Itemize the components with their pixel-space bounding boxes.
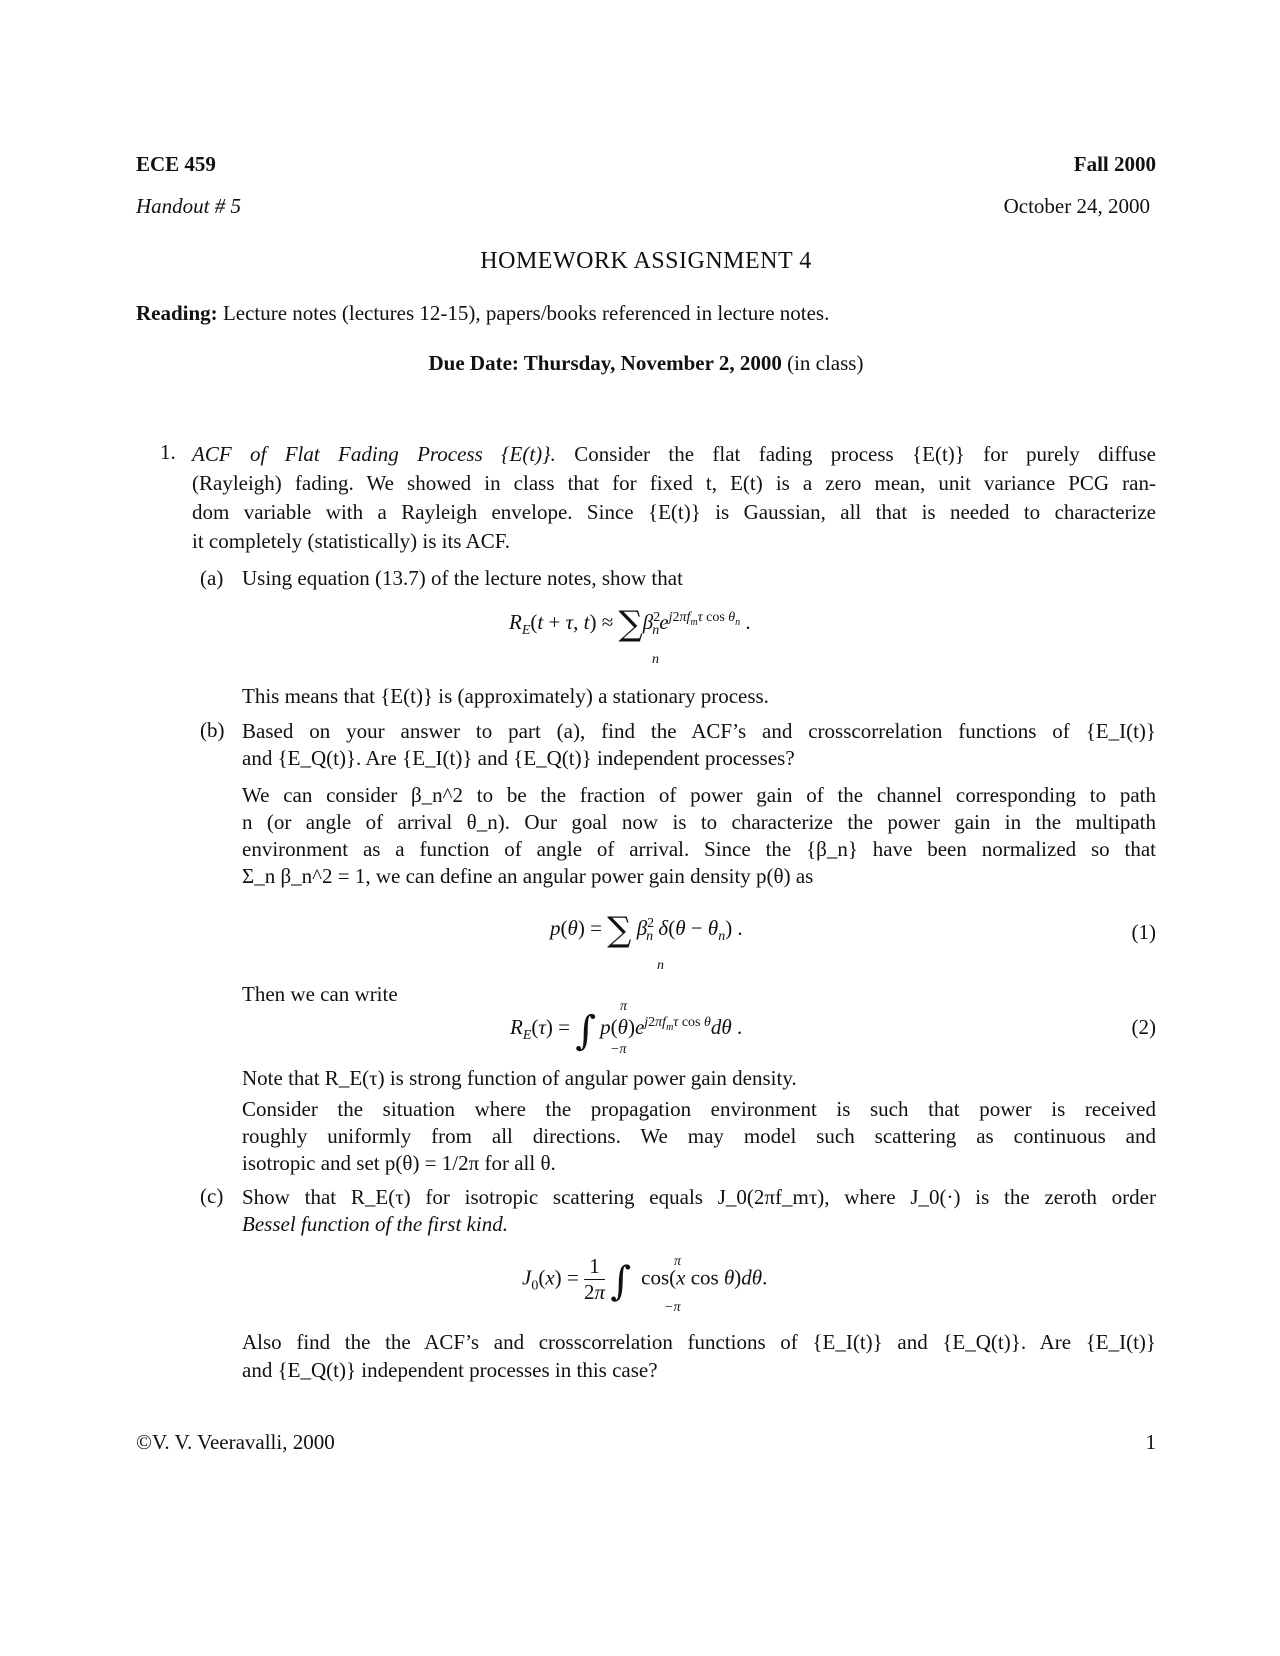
due-date-label: Due Date: Thursday, November 2, 2000 [428, 351, 782, 375]
followup-line-2: and {E_Q(t)} independent processes in this case? [242, 1358, 658, 1382]
problem-number: 1. [160, 440, 176, 464]
header-row-2 [136, 194, 1156, 219]
equation-1-number: (1) [1131, 920, 1156, 944]
isotropic-line-3: isotropic and set p(θ) = 1/2π for all θ. [242, 1151, 556, 1175]
sum-index-1: n [657, 958, 664, 973]
discussion-line-1: We can consider β_n^2 to be the fraction of power gain of the channel corresponding to path [242, 783, 1156, 807]
course-code: ECE 459 [136, 152, 216, 176]
problem-intro-line-4: it completely (statistically) is its ACF. [192, 529, 510, 553]
isotropic-line-1: Consider the situation where the propagation environment is such that power is received [242, 1097, 1156, 1121]
isotropic-paragraph [242, 1096, 1156, 1177]
due-date-line [136, 351, 1156, 376]
equation-part-a: $R_E(t + \tau$, $t) \approx \sum\beta^2_ne^{j2\pi f_m\tau cos \theta_n}$ . [509, 604, 751, 644]
problem-title: ACF of Flat Fading Process {E(t)}. [192, 442, 556, 466]
part-c-text [242, 1184, 1156, 1238]
discussion-line-4: Σ_n β_n^2 = 1, we can define an angular power gain density p(θ) as [242, 864, 814, 888]
part-a-conclusion: This means that {E(t)} is (approximately) a stationary process. [242, 684, 769, 708]
problem-intro-line-2: (Rayleigh) fading. We showed in class that for fixed t, E(t) is a zero mean, unit variance PCG ran- [192, 471, 1156, 495]
note-text: Note that R_E(τ) is strong function of angular power gain density. [242, 1066, 797, 1090]
page-number: 1 [1145, 1430, 1156, 1454]
equation-2: $R_E(\tau)$ = ∫ $p(\theta)e^{j2\pi f_m\tau cos \theta}d\theta$ . [510, 1008, 743, 1054]
sum-index-a: n [652, 652, 659, 667]
integral-upper-bessel: π [674, 1254, 682, 1269]
then-we-can-write: Then we can write [242, 982, 398, 1006]
header-row-1 [136, 152, 1156, 177]
part-b-line-1: Based on your answer to part (a), find the ACF’s and crosscorrelation functions of {E_I(t)} [242, 719, 1156, 743]
part-c-label: (c) [200, 1184, 224, 1208]
document-page [136, 0, 1156, 1656]
discussion-line-2: n (or angle of arrival θ_n). Our goal now is to characterize the power gain in the multipath [242, 810, 1156, 834]
part-a-label: (a) [200, 566, 224, 590]
handout-date: October 24, 2000 [1003, 194, 1150, 218]
part-c-line-1: Show that R_E(τ) for isotropic scattering equals J_0(2πf_mτ), where J_0(·) is the zeroth order [242, 1185, 1156, 1209]
part-c-line-2: Bessel function of the first kind. [242, 1212, 508, 1236]
part-b-label: (b) [200, 718, 225, 742]
part-b-text [242, 718, 1156, 772]
bessel-equation: $J_0(x)$ = $\frac{1}{2\pi}$ ∫ cos(x cos θ)dθ. [522, 1254, 768, 1305]
problem-intro-line-1: ACF of Flat Fading Process {E(t)}. Consider the flat fading process {E(t)} for purely diffuse [192, 442, 1156, 466]
integral-upper-2: π [620, 999, 628, 1014]
reading-text: Lecture notes (lectures 12-15), papers/books referenced in lecture notes. [222, 301, 830, 325]
handout-number: Handout # 5 [136, 194, 241, 218]
reading-line [136, 301, 829, 326]
discussion-line-3: environment as a function of angle of arrival. Since the {β_n} have been normalized so that [242, 837, 1156, 861]
due-date-suffix: (in class) [787, 351, 864, 375]
equation-1: p(θ) = ∑ $\beta^2_n$ $\delta(\theta - \theta_n)$ . [550, 910, 743, 950]
reading-label: Reading: [136, 301, 218, 325]
integral-lower-bessel: −π [664, 1300, 681, 1315]
followup-line-1: Also find the the ACF’s and crosscorrelation functions of {E_I(t)} and {E_Q(t)}. Are {E_I(t)} [242, 1330, 1156, 1354]
problem-intro [192, 440, 1156, 556]
isotropic-line-2: roughly uniformly from all directions. We may model such scattering as continuous and [242, 1124, 1156, 1148]
integral-lower-2: −π [610, 1042, 627, 1057]
page-title: HOMEWORK ASSIGNMENT 4 [480, 248, 812, 274]
copyright: ©V. V. Veeravalli, 2000 [136, 1430, 335, 1454]
term: Fall 2000 [1073, 152, 1156, 176]
problem-intro-line-3: dom variable with a Rayleigh envelope. Since {E(t)} is Gaussian, all that is needed to characterize [192, 500, 1156, 524]
part-c-followup [242, 1328, 1156, 1384]
part-b-discussion [242, 782, 1156, 890]
equation-2-number: (2) [1131, 1015, 1156, 1039]
part-b-line-2: and {E_Q(t)}. Are {E_I(t)} and {E_Q(t)} independent processes? [242, 746, 795, 770]
part-a-text: Using equation (13.7) of the lecture notes, show that [242, 566, 683, 590]
